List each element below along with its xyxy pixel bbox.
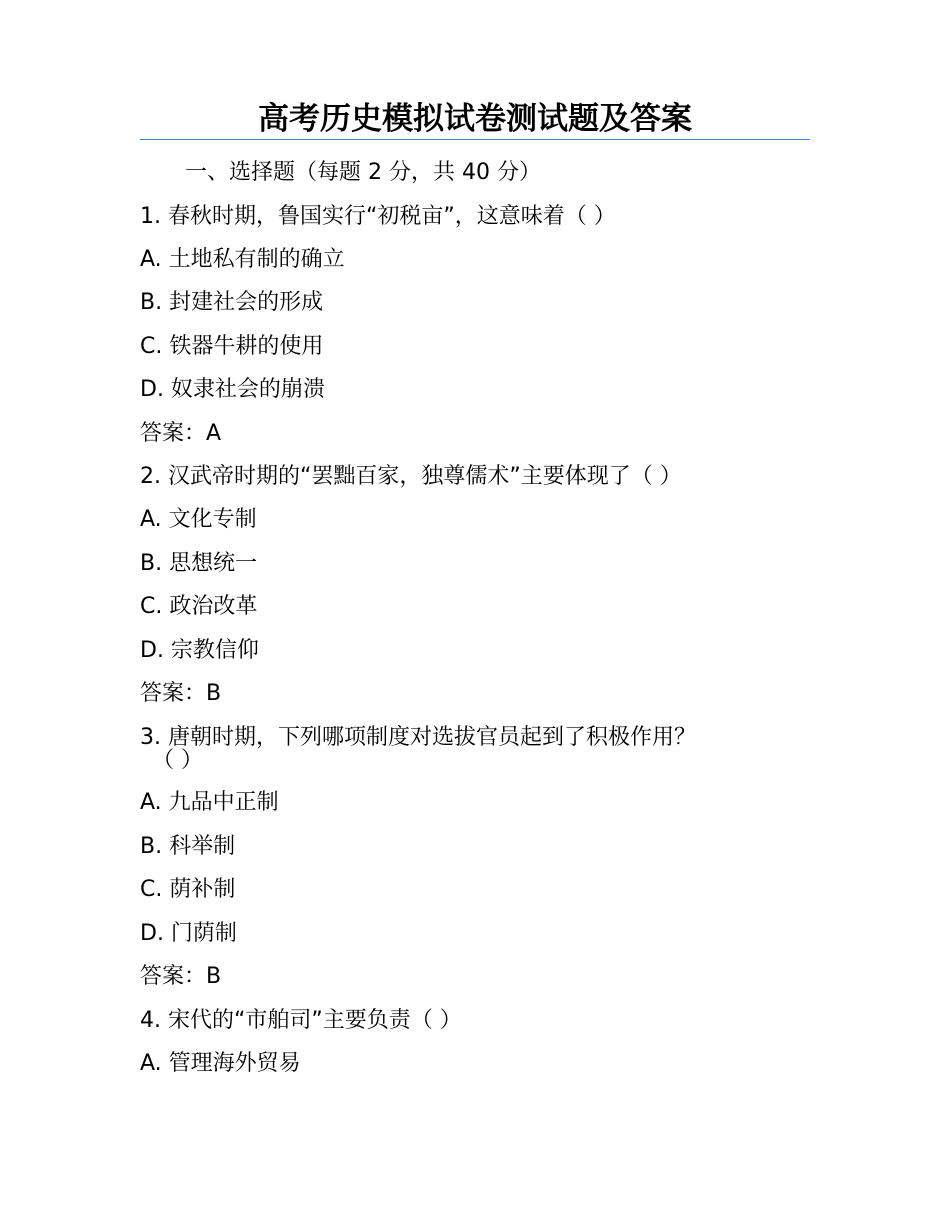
question-3-stem-continuation: （ ） [152, 748, 203, 773]
question-2-option-b: B. 思想统一 [140, 551, 258, 576]
question-3-option-d: D. 门荫制 [140, 921, 237, 946]
question-1-option-d: D. 奴隶社会的崩溃 [140, 377, 325, 402]
question-2-option-d: D. 宗教信仰 [140, 638, 259, 663]
question-2-option-c: C. 政治改革 [140, 594, 258, 619]
question-3-answer: 答案：B [140, 964, 222, 989]
question-2-option-a: A. 文化专制 [140, 507, 257, 532]
question-1-option-a: A. 土地私有制的确立 [140, 247, 345, 272]
question-1-option-c: C. 铁器牛耕的使用 [140, 334, 324, 359]
question-4-stem: 4. 宋代的“市舶司”主要负责（ ） [140, 1008, 462, 1033]
question-3-option-c: C. 荫补制 [140, 877, 236, 902]
section-heading: 一、选择题（每题 2 分，共 40 分） [185, 160, 541, 185]
question-3-option-a: A. 九品中正制 [140, 790, 279, 815]
question-3-stem: 3. 唐朝时期，下列哪项制度对选拔官员起到了积极作用？ [140, 725, 696, 750]
question-1-stem: 1. 春秋时期，鲁国实行“初税亩”，这意味着（ ） [140, 204, 616, 229]
question-1-option-b: B. 封建社会的形成 [140, 290, 324, 315]
question-2-answer: 答案：B [140, 681, 222, 706]
question-4-option-a: A. 管理海外贸易 [140, 1051, 301, 1076]
question-3-option-b: B. 科举制 [140, 834, 236, 859]
question-1-answer: 答案：A [140, 421, 222, 446]
title-underline [140, 139, 810, 140]
question-2-stem: 2. 汉武帝时期的“罢黜百家，独尊儒术”主要体现了（ ） [140, 464, 682, 489]
document-title: 高考历史模拟试卷测试题及答案 [258, 101, 692, 137]
